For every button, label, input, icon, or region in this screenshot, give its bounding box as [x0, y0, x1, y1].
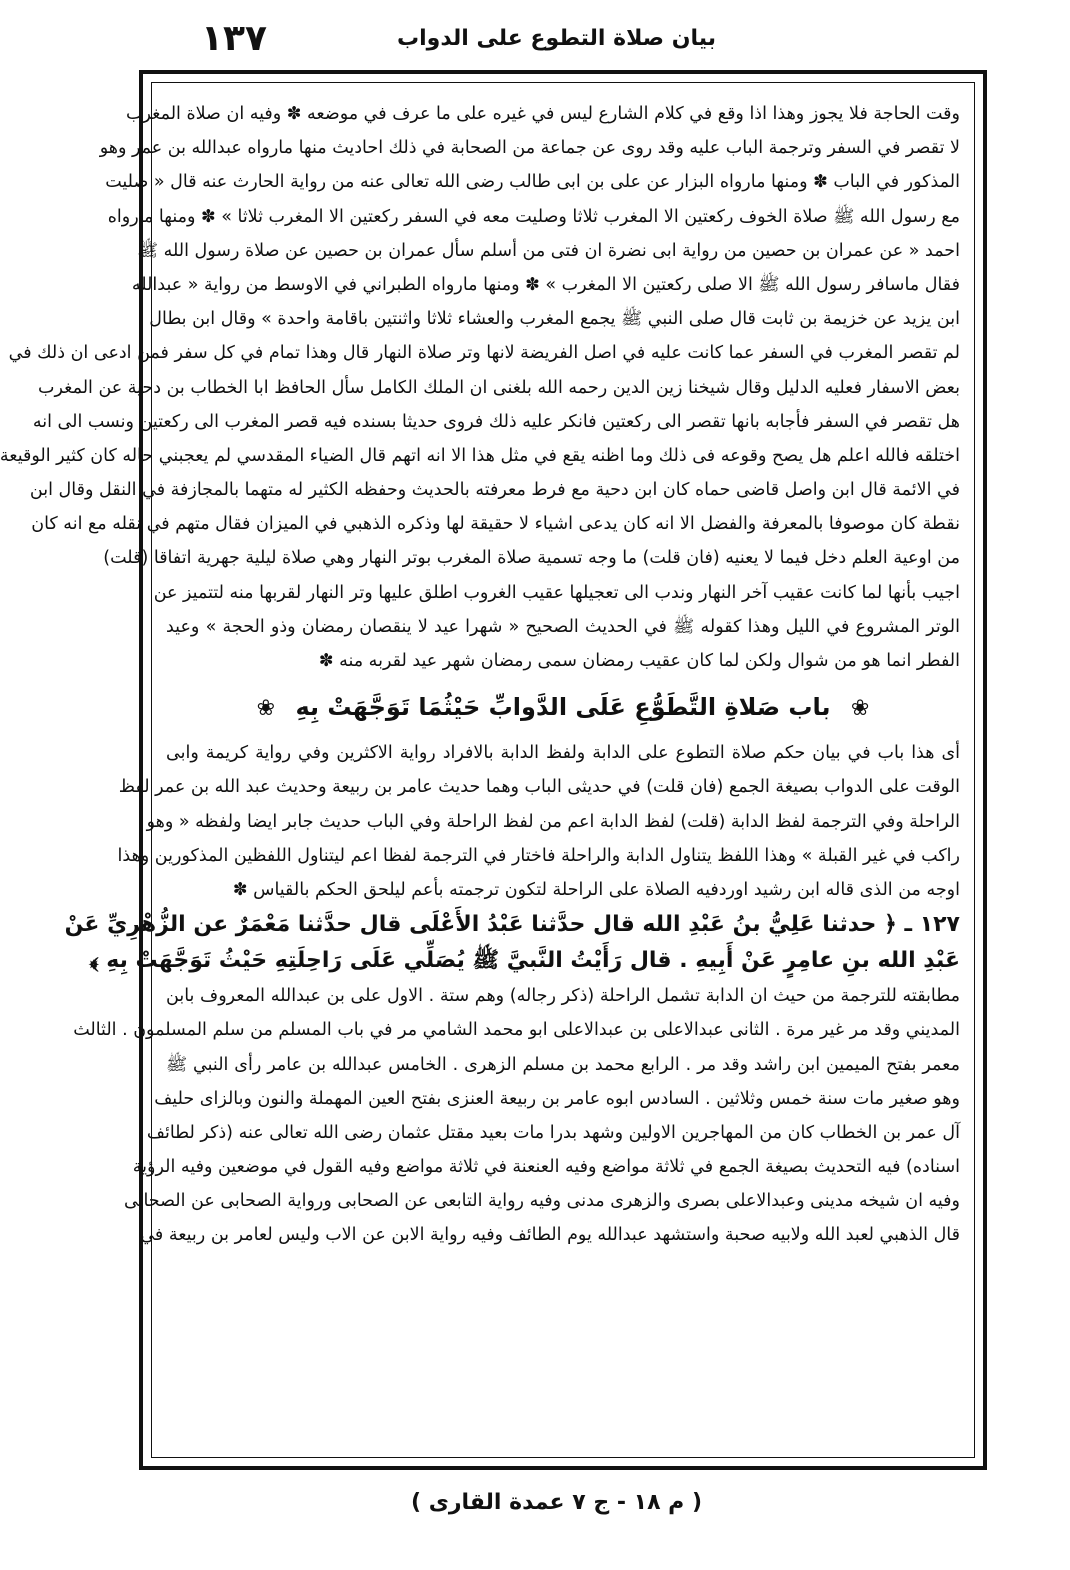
ornament-icon: ❀	[256, 696, 276, 722]
text-line: اختلقه فالله اعلم هل يصح وقوعه فى ذلك وما اظنه يقع في مثل هذا الا انه اتهم قال الضياء المقدسي لم يعجبني حاله كان كثير الوقيعة	[0, 445, 960, 466]
signature-mark: ( م ١٨ - ج ٧ عمدة القارى )	[411, 1490, 702, 1515]
section-commentary	[73, 979, 960, 1253]
page-number: ١٣٧	[201, 18, 267, 59]
text-line: في الائمة قال ابن واصل قاضى حماه كان ابن دحية مع فرط معرفته بالحديث وحفظه الكثير له متهما بالمجازفة في النقل وقال ابن	[29, 480, 960, 501]
text-line: لم تقصر المغرب في السفر عما كانت عليه في اصل الفريضة لانها وتر صلاة النهار قال وهذا تمام في كل سفر فمن ادعى ان ذلك في	[8, 343, 960, 364]
page-body	[0, 97, 960, 1447]
text-line: مطابقته للترجمة من حيث ان الدابة تشمل الراحلة (ذكر رجاله) وهم ستة . الاول على بن عبدالله المعروف بابن	[166, 986, 960, 1007]
text-line: قال الذهبي لعبد الله ولابيه صحبة واستشهد عبدالله يوم الطائف وفيه رواية الابن عن الاب وليس لعامر بن ربيعة في	[140, 1225, 960, 1246]
text-line: من اوعية العلم دخل فيما لا يعنيه (فان قلت) ما وجه تسمية صلاة المغرب بوتر النهار وهي صلاة ليلية جهرية اتفاقا (قلت)	[103, 548, 960, 569]
text-line: فقال ماسافر رسول الله ﷺ الا صلى ركعتين الا المغرب » ✽ ومنها مارواه الطبراني في الاوسط من رواية « عبدالله	[131, 274, 960, 295]
chapter-heading	[166, 678, 960, 736]
ornament-icon: ❀	[850, 696, 870, 722]
text-line: الوتر المشروع في الليل وهذا كقوله ﷺ في الحديث الصحيح « شهرا عيد لا ينقصان رمضان وذو الحجة » وعيد	[166, 616, 960, 637]
text-line: وهو صغير مات سنة خمس وثلاثين . السادس ابوه عامر بن ربيعة العنزى بفتح العين المهملة والنون وبالزاى حليف	[154, 1088, 960, 1109]
text-line: هل تقصر في السفر فأجابه بانها تقصر الى ركعتين فانكر عليه ذلك فروى حديثا بسنده فيه قصر المغرب الى ركعتين ونسب الى انه	[32, 411, 960, 432]
text-line: آل عمر بن الخطاب كان من المهاجرين الاولين وشهد بدرا مات بعيد مقتل عثمان رضى الله تعالى عنه (ذكر لطائف	[146, 1122, 960, 1143]
text-line: وفيه ان شيخه مدينى وعبدالاعلى بصرى والزهرى مدنى وفيه رواية التابعى عن الصحابى ورواية الصحابى عن الصحابى	[123, 1191, 960, 1212]
text-line: اجيب بأنها لما كانت عقيب آخر النهار وندب الى تعجيلها عقيب الغروب اطلق عليها وتر النهار لقربها منه لتتميز عن	[153, 582, 960, 603]
chapter-title: باب صَلاةِ التَّطَوُّعِ عَلَى الدَّوابِّ حَيْثُمَا تَوَجَّهَتْ بِهِ	[295, 693, 831, 722]
hadith-line: ١٢٧ ـ ﴿ حدثنا عَلِيُّ بنُ عَبْدِ الله قال حدَّثنا عَبْدُ الأَعْلَى قال حدَّثنا مَعْمَرٌ عن الزُّهْرِيِّ عَنْ	[64, 912, 960, 938]
text-line: اوجه من الذى قاله ابن رشيد اوردفيه الصلاة على الراحلة لتكون ترجمته بأعم ليلحق الحكم بالقياس ✽	[232, 879, 960, 900]
text-frame	[0, 70, 987, 1470]
hadith-text	[64, 907, 960, 979]
running-title: بيان صلاة التطوع على الدواب	[397, 26, 716, 51]
text-line: المذكور في الباب ✽ ومنها مارواه البزار عن على بن ابى طالب رضى الله تعالى عنه من رواية الحارث عنه قال « صليت	[105, 172, 960, 193]
text-line: نقطة كان موصوفا بالمعرفة والفضل الا انه كان يدعى اشياء لا حقيقة لها وذكره الذهبي في الميزان فقال متهم في نقله مع انه كان	[31, 514, 960, 535]
text-line: مع رسول الله ﷺ صلاة الخوف ركعتين الا المغرب ثلاثا وصليت معه في السفر ركعتين الا المغرب ثلاثا » ✽ ومنها مارواه	[107, 206, 960, 227]
text-line: اسناده) فيه التحديث بصيغة الجمع في ثلاثة مواضع وفيه العنعنة في ثلاثة مواضع وفيه القول في موضعين وفيه الرؤية	[132, 1157, 960, 1178]
text-line: ابن يزيد عن خزيمة بن ثابت قال صلى النبي ﷺ يجمع المغرب والعشاء ثلاثا واثنتين باقامة واحدة » وقال ابن بطال	[149, 309, 960, 330]
section-before	[0, 97, 960, 678]
text-line: وقت الحاجة فلا يجوز وهذا اذا وقع في كلام الشارع ليس في غيره على ما عرف في موضعه ✽ وفيه ان صلاة المغرب	[126, 104, 960, 124]
text-line: أى هذا باب في بيان حكم صلاة التطوع على الدابة ولفظ الدابة بالافراد رواية الاكثرين وفي رواية كريمة وابى	[166, 743, 960, 764]
hadith-line: عَبْدِ الله بنِ عامِرٍ عَنْ أَبِيهِ . قال رَأَيْتُ النَّبيَّ ﷺ يُصَلِّي عَلَى رَاحِلَتِهِ حَيْثُ تَوَجَّهَتْ بِهِ ﴾	[89, 948, 960, 974]
page-header	[83, 18, 1030, 64]
text-line: معمر بفتح الميمين ابن راشد وقد مر . الرابع محمد بن مسلم الزهرى . الخامس عبدالله بن عامر رأى النبي ﷺ	[166, 1054, 960, 1075]
text-line: بعض الاسفار فعليه الدليل وقال شيخنا زين الدين رحمه الله بلغنى ان الملك الكامل سأل الحافظ ابا الخطاب بن دحية عن المغرب	[38, 377, 960, 398]
section-after	[117, 736, 960, 907]
text-line: الراحلة وفي الترجمة لفظ الدابة (قلت) لفظ الدابة اعم من لفظ الراحلة وفي الباب حديث جابر ايضا ولفظه « وهو	[146, 811, 960, 832]
text-line: الفطر انما هو من شوال ولكن لما كان عقيب رمضان سمى رمضان شهر عيد لقربه منه ✽	[318, 651, 960, 671]
text-line: احمد « عن عمران بن حصين من رواية ابى نضرة ان فتى من أسلم سأل عمران بن حصين عن صلاة رسول الله ﷺ	[136, 240, 960, 261]
text-line: لا تقصر في السفر وترجمة الباب عليه وقد روى عن جماعة من الصحابة في ذلك احاديث منها مارواه عبدالله بن عمر وهو	[99, 138, 960, 159]
text-line: الوقت على الدواب بصيغة الجمع (فان قلت) في حديثى الباب وهما حديث عامر بن ربيعة وحديث عبد الله بن عمر لفظ	[118, 777, 960, 798]
text-line: المديني وقد مر غير مرة . الثانى عبدالاعلى بن عبدالاعلى ابو محمد الشامي مر في باب المسلم من سلم المسلمون . الثالث	[73, 1020, 960, 1041]
text-line: راكب في غير القبلة » وهذا اللفظ يتناول الدابة والراحلة فاختار في الترجمة لفظا اعم ليتناول اللفظين المذكورين وهذا	[117, 845, 960, 866]
inner-frame	[0, 82, 975, 1458]
